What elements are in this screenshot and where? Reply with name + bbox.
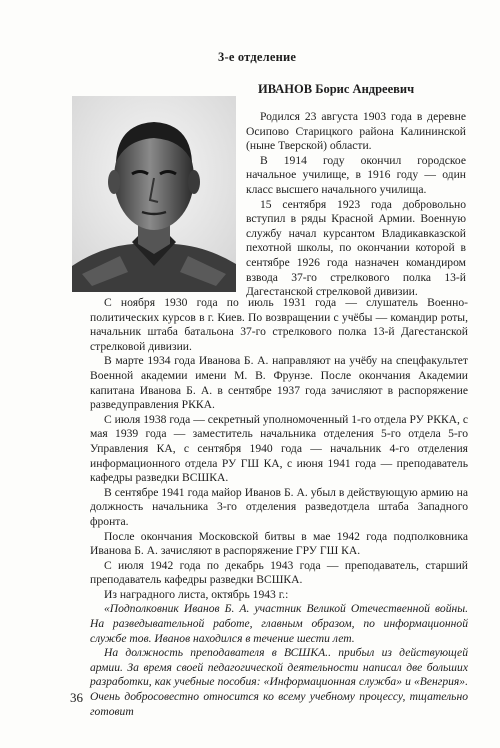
paragraph: Родился 23 августа 1903 года в деревне Осипово Старицкого района Калининской (ныне Тверской) области. xyxy=(246,110,466,153)
person-name: ИВАНОВ Борис Андреевич xyxy=(258,82,415,96)
paragraph: В марте 1934 года Иванова Б. А. направляют на учёбу на спецфакультет Военной академии имени М. В. Фрунзе. После окончания Академии капитана Иванова Б. А. в сентябре 1937 года зачисляют в распоряжение разведуправления РККА. xyxy=(90,354,468,412)
quote-paragraph: «Подполковник Иванов Б. А. участник Великой Отечественной войны. На разведывательной работе, главным образом, по информационной службе тов. Иванов находился в течение шести лет. xyxy=(90,602,468,645)
intro-text xyxy=(246,110,466,300)
page-number: 36 xyxy=(70,690,83,705)
paragraph: 15 сентября 1923 года добровольно вступил в ряды Красной Армии. Военную службу начал курсантом Владикавказской пехотной школы, по окончании которой в сентябре 1926 года назначен командиром взвода 37-го стрелкового полка 13-й Дагестанской стрелковой дивизии. xyxy=(246,197,466,299)
section-heading: 3-е отделение xyxy=(218,50,297,64)
portrait-photo xyxy=(72,96,236,292)
paragraph: После окончания Московской битвы в мае 1942 года подполковника Иванова Б. А. зачисляют в распоряжение ГРУ ГШ КА. xyxy=(90,529,468,558)
paragraph: С июля 1938 года — секретный уполномоченный 1-го отдела РУ РККА, с мая 1939 года — заместитель начальника отделения 5-го отдела 5-го Управления КА, с сентября 1940 года — начальник 4-го отделения информационного отдела РУ ГШ КА, с июня 1941 года — преподаватель кафедры разведки ВСШКА. xyxy=(90,412,468,485)
paragraph: С июля 1942 года по декабрь 1943 года — преподаватель, старший преподаватель кафедры разведки ВСШКА. xyxy=(90,558,468,587)
quote-paragraph: На должность преподавателя в ВСШКА.. прибыл из действующей армии. За время своей педагогической деятельности написал две больших разработки, как учебные пособия: «Информационная служба» и «Венгрия». Очень добросовестно относится ко всему учебному процессу, тщательно готовит xyxy=(90,646,468,718)
paragraph: С ноября 1930 года по июль 1931 года — слушатель Военно-политических курсов в г. Киев. По возвращении с учёбы — командир роты, начальник штаба батальона 37-го стрелкового полка 13-й Дагестанской стрелковой дивизии. xyxy=(90,296,468,353)
paragraph: В 1914 году окончил городское начальное училище, в 1916 году — один класс высшего начального училища. xyxy=(246,153,466,196)
paragraph: Из наградного листа, октябрь 1943 г.: xyxy=(104,587,289,601)
paragraph: В сентябре 1941 года майор Иванов Б. А. убыл в действующую армию на должность начальника 3-го отделения разведотдела штаба Западного фронта. xyxy=(90,485,468,528)
main-text xyxy=(90,296,468,719)
award-quote xyxy=(90,602,468,719)
